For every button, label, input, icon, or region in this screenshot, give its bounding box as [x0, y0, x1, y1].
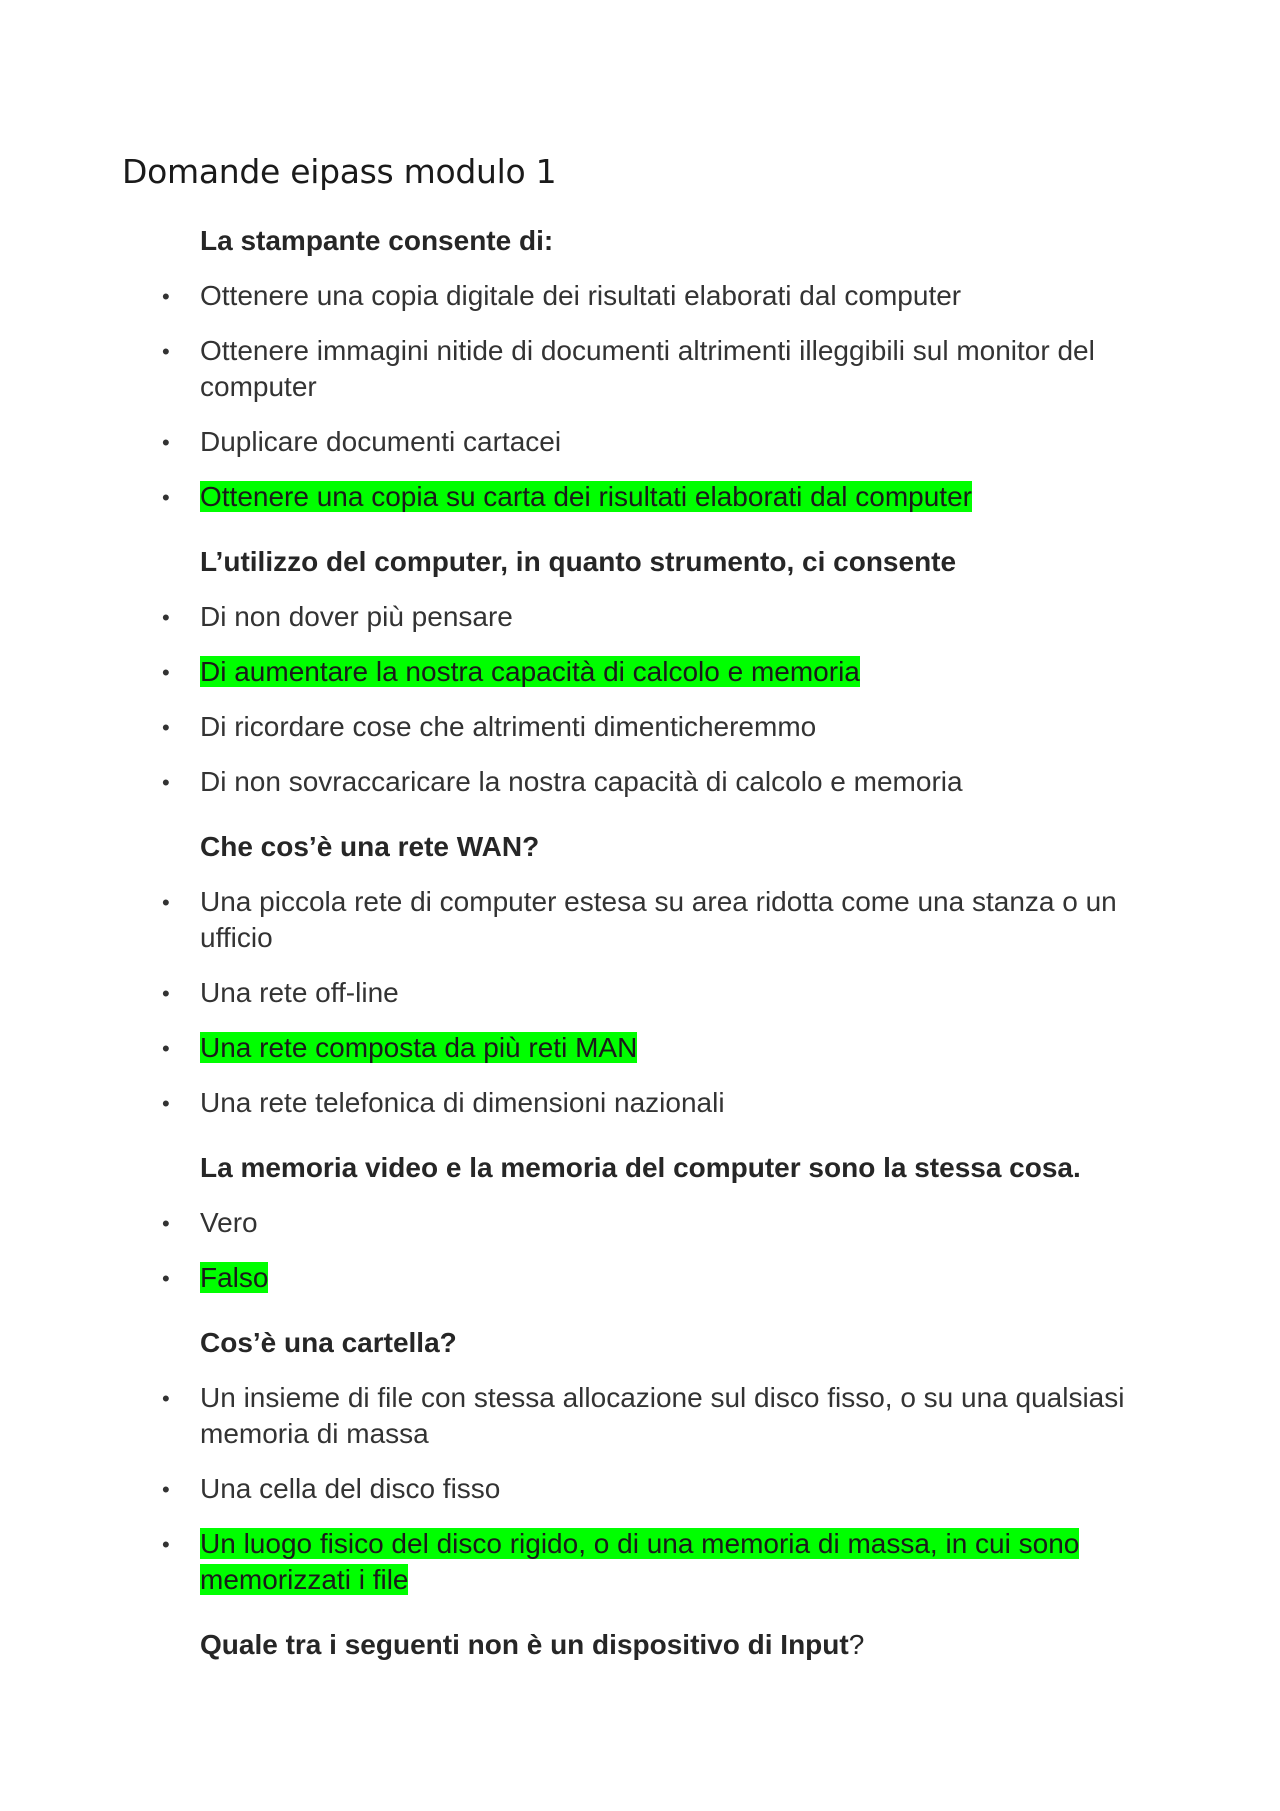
bullet-icon: • — [162, 430, 170, 455]
question-suffix: ? — [848, 1629, 865, 1660]
bullet-icon: • — [162, 1266, 170, 1291]
question-label: Quale tra i seguenti non è un dispositivo di Input — [200, 1629, 849, 1660]
answer-list — [162, 1205, 1160, 1296]
answer-item-correct — [162, 1260, 1160, 1296]
question-text — [200, 1627, 1160, 1663]
answer-list — [162, 599, 1160, 800]
bullet-icon: • — [162, 1036, 170, 1061]
highlighted-answer-text: Di aumentare la nostra capacità di calcolo e memoria — [200, 656, 860, 687]
answer-item — [162, 709, 1160, 745]
answer-item — [162, 764, 1160, 800]
question-text — [200, 544, 1160, 580]
question-label: L’utilizzo del computer, in quanto strumento, ci consente — [200, 546, 957, 577]
answer-text: Una piccola rete di computer estesa su area ridotta come una stanza o un ufficio — [200, 886, 1117, 953]
question-text — [200, 1325, 1160, 1361]
bullet-icon: • — [162, 770, 170, 795]
answer-item — [162, 884, 1160, 956]
answer-text: Di non dover più pensare — [200, 601, 513, 632]
bullet-icon: • — [162, 890, 170, 915]
answer-item — [162, 975, 1160, 1011]
bullet-icon: • — [162, 660, 170, 685]
answer-item — [162, 1380, 1160, 1452]
question-label: Cos’è una cartella? — [200, 1327, 457, 1358]
answer-text: Una rete off-line — [200, 977, 399, 1008]
answer-item — [162, 1205, 1160, 1241]
bullet-icon: • — [162, 485, 170, 510]
question-text — [200, 1150, 1160, 1186]
bullet-icon: • — [162, 981, 170, 1006]
answer-item — [162, 424, 1160, 460]
answer-text: Ottenere una copia digitale dei risultati elaborati dal computer — [200, 280, 962, 311]
answer-item — [162, 1471, 1160, 1507]
question-label: La memoria video e la memoria del computer sono la stessa cosa. — [200, 1152, 1081, 1183]
bullet-icon: • — [162, 1091, 170, 1116]
bullet-icon: • — [162, 605, 170, 630]
highlighted-answer-text: Un luogo fisico del disco rigido, o di una memoria di massa, in cui sono memorizzati i file — [200, 1528, 1080, 1595]
answer-text: Di ricordare cose che altrimenti dimenticheremmo — [200, 711, 817, 742]
answer-item — [162, 278, 1160, 314]
highlighted-answer-text: Una rete composta da più reti MAN — [200, 1032, 638, 1063]
highlighted-answer-text: Ottenere una copia su carta dei risultati elaborati dal computer — [200, 481, 972, 512]
question-label: La stampante consente di: — [200, 225, 554, 256]
answer-text: Una rete telefonica di dimensioni nazionali — [200, 1087, 725, 1118]
quiz-content — [162, 223, 1160, 1682]
answer-text: Duplicare documenti cartacei — [200, 426, 562, 457]
answer-text: Ottenere immagini nitide di documenti altrimenti illeggibili sul monitor del computer — [200, 335, 1095, 402]
highlighted-answer-text: Falso — [200, 1262, 269, 1293]
bullet-icon: • — [162, 715, 170, 740]
bullet-icon: • — [162, 1211, 170, 1236]
document-title: Domande eipass modulo 1 — [122, 152, 557, 191]
question-text — [200, 829, 1160, 865]
answer-text: Un insieme di file con stessa allocazione sul disco fisso, o su una qualsiasi memoria di massa — [200, 1382, 1125, 1449]
bullet-icon: • — [162, 1477, 170, 1502]
answer-item — [162, 1085, 1160, 1121]
bullet-icon: • — [162, 339, 170, 364]
answer-item-correct — [162, 479, 1160, 515]
answer-list — [162, 884, 1160, 1121]
answer-item-correct — [162, 1030, 1160, 1066]
bullet-icon: • — [162, 1386, 170, 1411]
answer-item — [162, 333, 1160, 405]
answer-item-correct — [162, 1526, 1160, 1598]
answer-text: Vero — [200, 1207, 258, 1238]
bullet-icon: • — [162, 1532, 170, 1557]
question-label: Che cos’è una rete WAN? — [200, 831, 540, 862]
answer-text: Di non sovraccaricare la nostra capacità di calcolo e memoria — [200, 766, 963, 797]
answer-text: Una cella del disco fisso — [200, 1473, 501, 1504]
answer-list — [162, 1380, 1160, 1598]
answer-item — [162, 599, 1160, 635]
answer-list — [162, 278, 1160, 515]
question-text — [200, 223, 1160, 259]
answer-item-correct — [162, 654, 1160, 690]
bullet-icon: • — [162, 284, 170, 309]
